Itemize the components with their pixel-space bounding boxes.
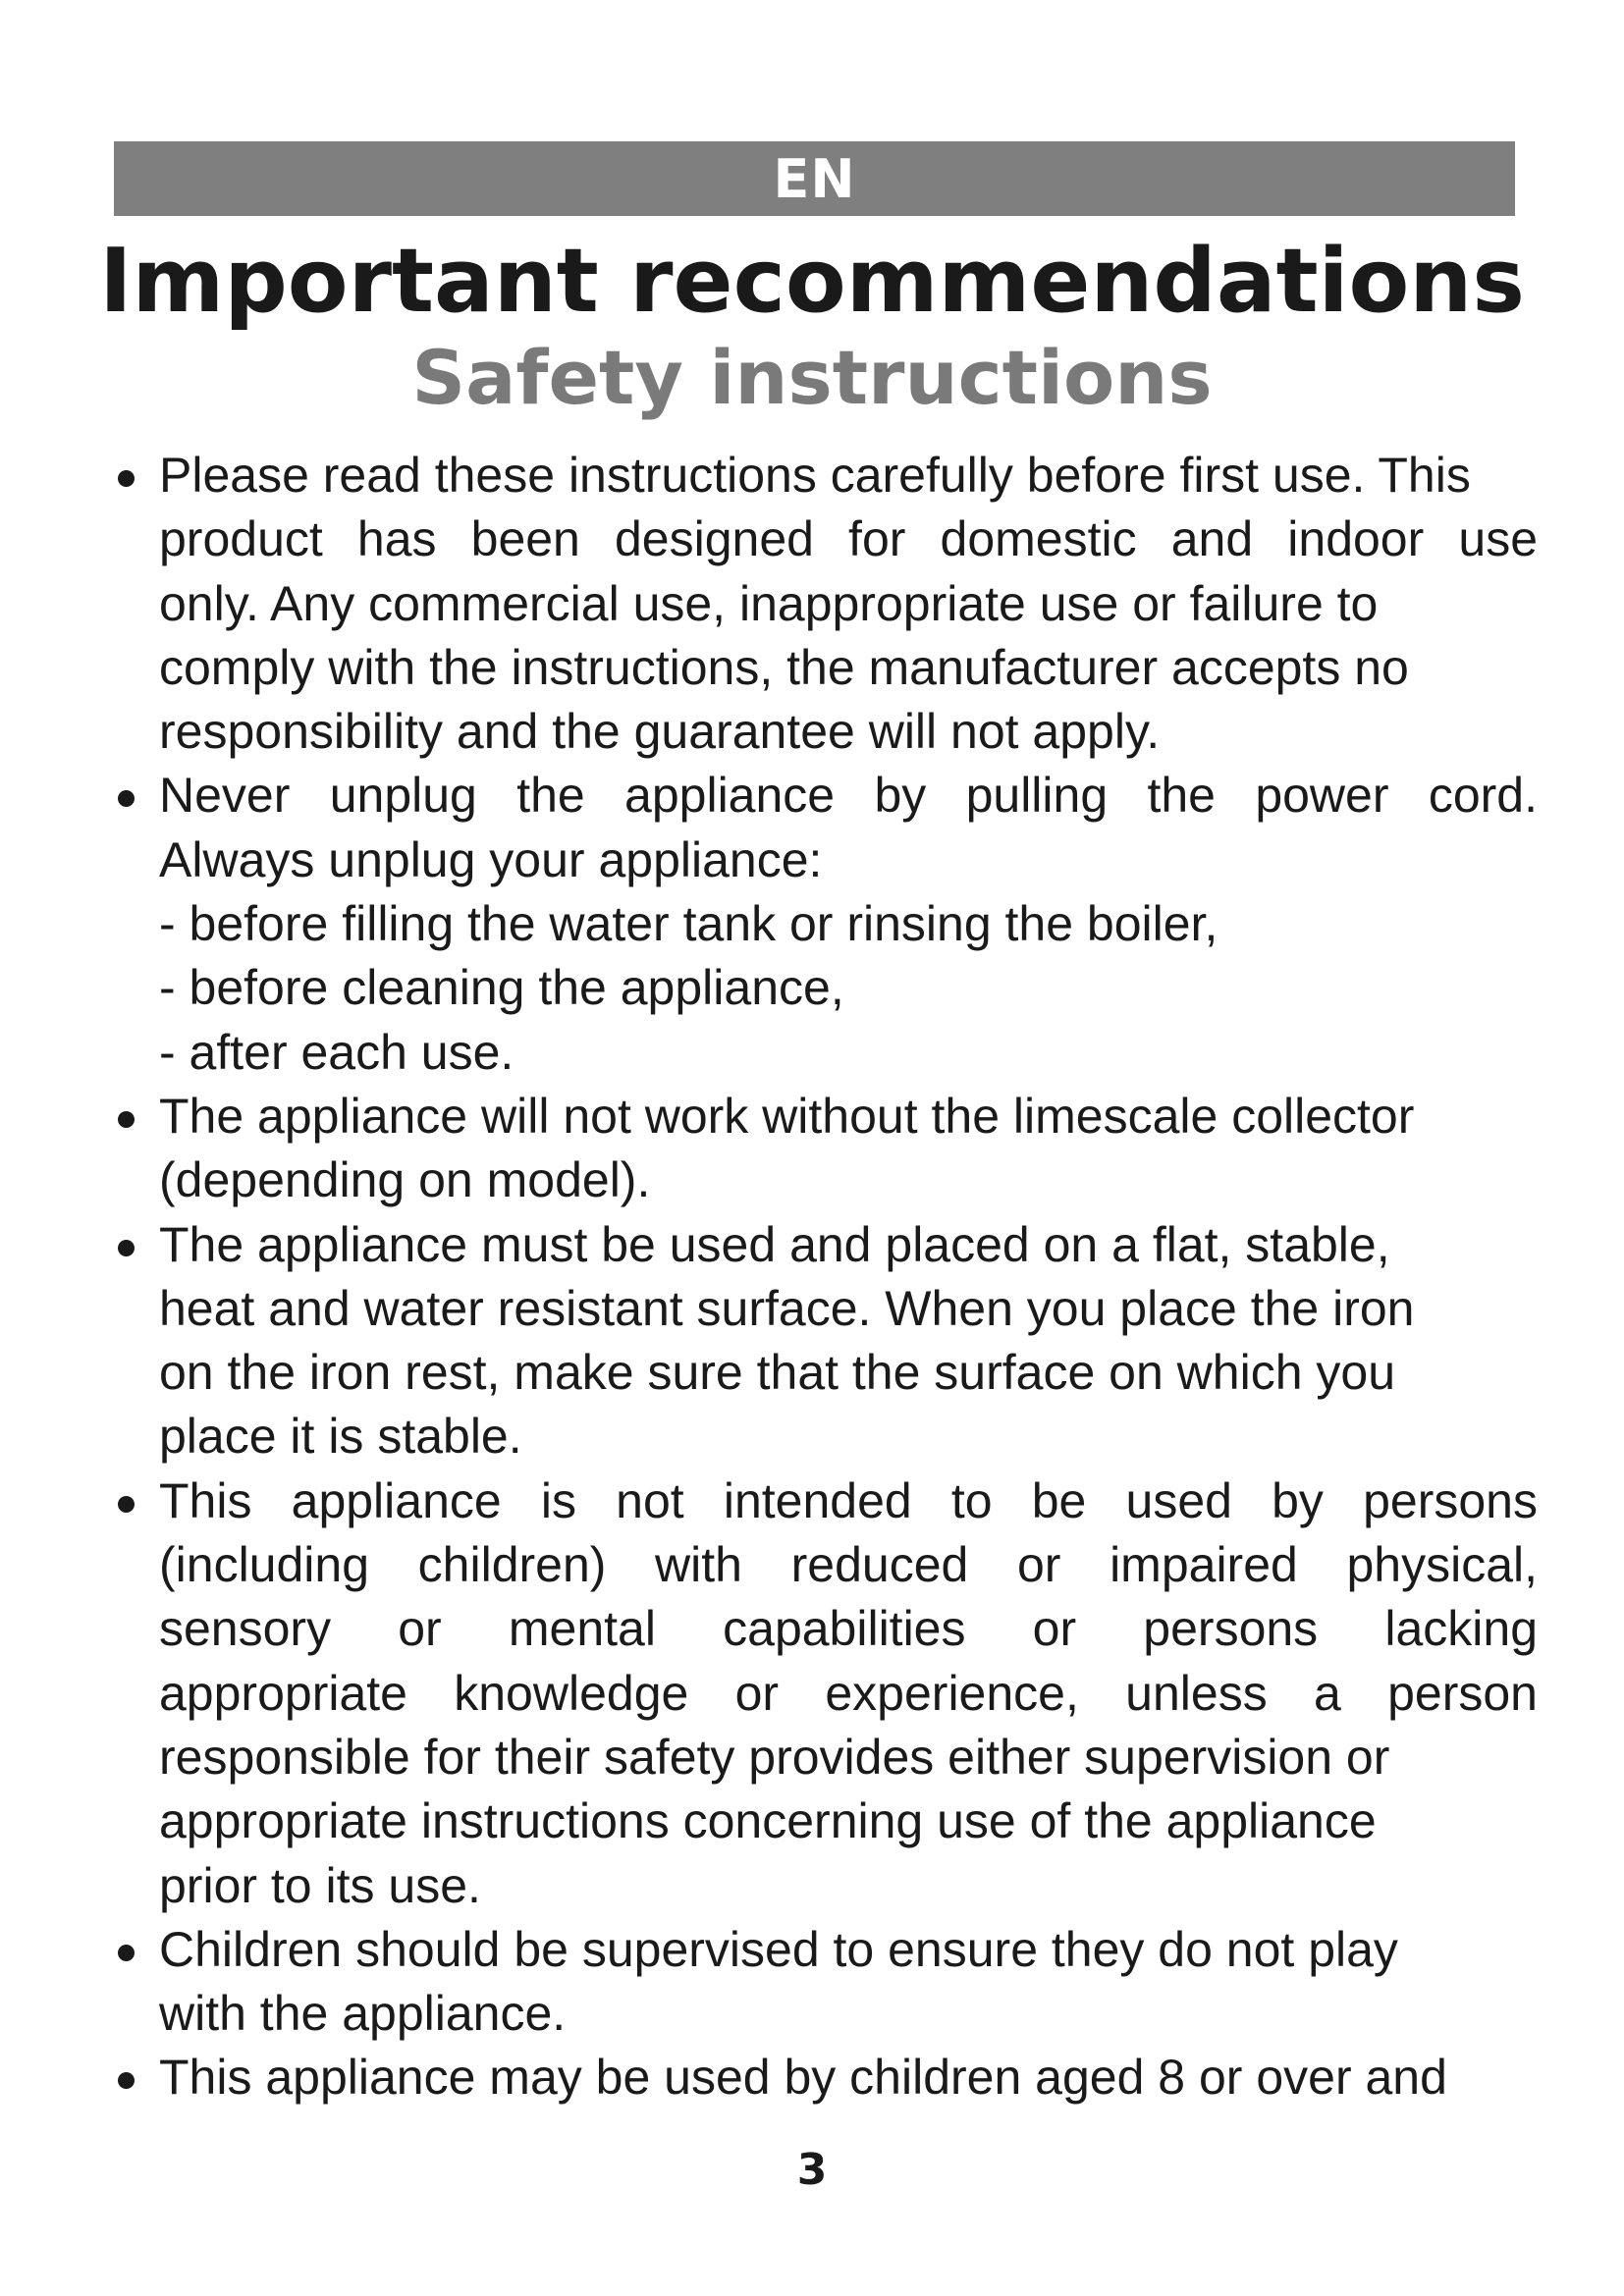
bullet-icon <box>118 790 135 807</box>
bullet-icon <box>118 2072 135 2089</box>
bullet-icon <box>118 1111 135 1128</box>
instruction-line: appropriate instructions concerning use of the appliance <box>159 1793 1377 1849</box>
instruction-line: - after each use. <box>159 1024 514 1080</box>
instruction-item <box>114 1213 1538 1469</box>
instruction-line: only. Any commercial use, inappropriate use or failure to <box>159 575 1379 631</box>
section-subtitle: Safety instructions <box>411 334 1213 421</box>
instruction-item <box>114 2046 1538 2109</box>
instruction-line: Always unplug your appliance: <box>159 831 823 887</box>
instruction-item <box>114 764 1538 1084</box>
instruction-line: place it is stable. <box>159 1409 522 1465</box>
instruction-item <box>114 1918 1538 2047</box>
instruction-line: This appliance is not intended to be used by persons <box>159 1472 1538 1528</box>
instruction-line: The appliance will not work without the limescale collector <box>159 1088 1415 1144</box>
instruction-line: This appliance may be used by children aged 8 or over and <box>159 2050 1447 2106</box>
instruction-line: Children should be supervised to ensure they do not play <box>159 1921 1398 1977</box>
instruction-line: appropriate knowledge or experience, unless a person <box>159 1665 1538 1721</box>
instruction-line: responsibility and the guarantee will not apply. <box>159 704 1161 760</box>
instruction-item <box>114 444 1538 764</box>
instruction-line: heat and water resistant surface. When you place the iron <box>159 1280 1415 1336</box>
language-label: EN <box>773 147 856 210</box>
instruction-item <box>114 1469 1538 1918</box>
instruction-line: Please read these instructions carefully before first use. This <box>159 448 1471 503</box>
instruction-line: (including children) with reduced or impaired physical, <box>159 1537 1538 1593</box>
instruction-line: on the iron rest, make sure that the surface on which you <box>159 1345 1396 1401</box>
bullet-icon <box>118 1945 135 1961</box>
instruction-line: with the appliance. <box>159 1986 567 2042</box>
instruction-line: Never unplug the appliance by pulling the power cord. <box>159 768 1538 824</box>
instruction-line: product has been designed for domestic and indoor use <box>159 511 1538 567</box>
instruction-item <box>114 1085 1538 1213</box>
bullet-icon <box>118 1240 135 1256</box>
instruction-line: - before cleaning the appliance, <box>159 960 844 1016</box>
safety-instructions-list <box>114 444 1538 2110</box>
language-bar <box>114 141 1515 216</box>
instruction-line: comply with the instructions, the manufacturer accepts no <box>159 639 1409 695</box>
instruction-line: The appliance must be used and placed on a flat, stable, <box>159 1216 1390 1272</box>
instruction-line: sensory or mental capabilities or persons lacking <box>159 1601 1538 1657</box>
instruction-line: - before filling the water tank or rinsing the boiler, <box>159 896 1218 952</box>
instruction-line: (depending on model). <box>159 1152 651 1208</box>
bullet-icon <box>118 1496 135 1513</box>
instruction-line: prior to its use. <box>159 1857 481 1913</box>
page-number: 3 <box>796 2145 828 2195</box>
instruction-line: responsible for their safety provides either supervision or <box>159 1729 1390 1785</box>
page-title: Important recommendations <box>99 230 1525 333</box>
bullet-icon <box>118 470 135 487</box>
